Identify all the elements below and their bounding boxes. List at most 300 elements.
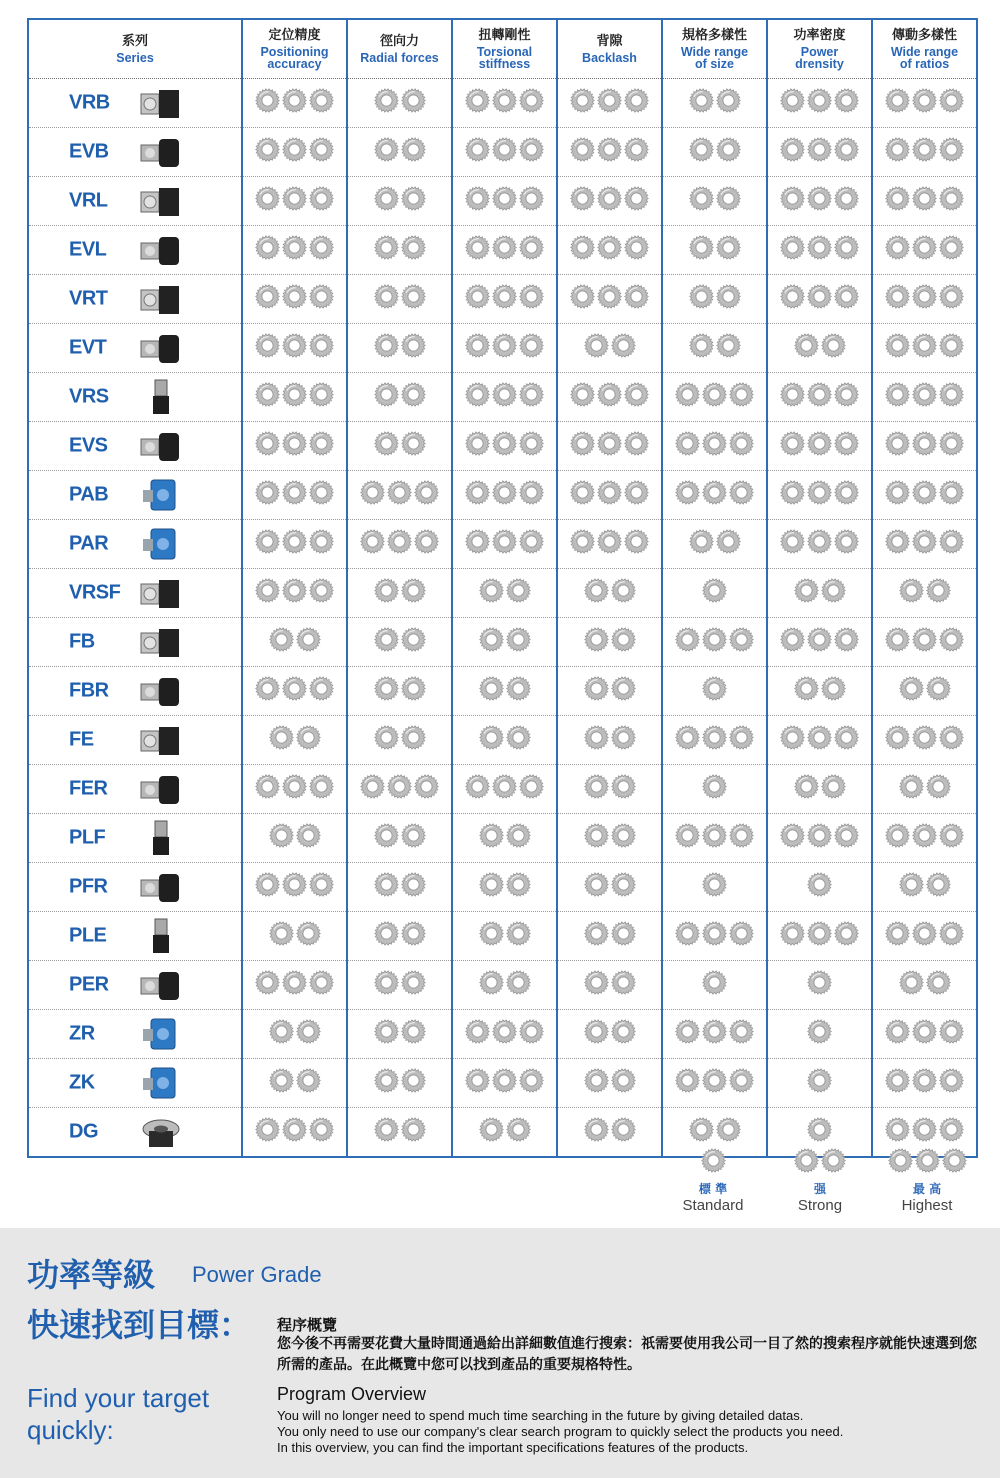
gear-icon — [702, 970, 727, 995]
rating-cell — [767, 1010, 872, 1059]
gear-icon — [492, 235, 517, 260]
rating-cell — [452, 618, 557, 667]
rating-gears — [584, 872, 636, 897]
column-header-zh: 背隙 — [596, 34, 623, 49]
gear-icon — [465, 382, 490, 407]
rating-gears — [360, 480, 439, 505]
gear-icon — [414, 480, 439, 505]
gear-icon — [885, 137, 910, 162]
gear-icon — [519, 1019, 544, 1044]
gear-icon — [374, 627, 399, 652]
rating-cell — [767, 569, 872, 618]
rating-gears — [702, 970, 727, 995]
gear-icon — [492, 1019, 517, 1044]
gear-icon — [834, 284, 859, 309]
gear-icon — [716, 186, 741, 211]
gear-icon — [309, 774, 334, 799]
gear-icon — [492, 137, 517, 162]
rating-cell — [557, 569, 662, 618]
rating-gears — [780, 284, 859, 309]
rating-cell — [662, 520, 767, 569]
gear-icon — [309, 186, 334, 211]
table-row — [28, 471, 977, 520]
gear-icon — [729, 1019, 754, 1044]
series-name: EVL — [69, 238, 107, 261]
rating-cell — [242, 912, 347, 961]
gear-icon — [584, 970, 609, 995]
rating-cell — [452, 863, 557, 912]
gear-icon — [716, 1117, 741, 1142]
gear-icon — [807, 970, 832, 995]
gear-icon — [926, 872, 951, 897]
gear-icon — [794, 333, 819, 358]
rating-table-container — [27, 18, 975, 1143]
gear-icon — [834, 921, 859, 946]
gear-icon — [611, 970, 636, 995]
series-cell — [28, 814, 242, 863]
rating-gears — [885, 823, 964, 848]
legend-label-zh: 强 — [813, 1182, 826, 1196]
gear-icon — [942, 1148, 967, 1173]
rating-cell — [452, 471, 557, 520]
gear-icon — [401, 235, 426, 260]
gear-icon — [675, 725, 700, 750]
rating-gears — [780, 725, 859, 750]
gear-icon — [479, 823, 504, 848]
gear-icon — [584, 1019, 609, 1044]
gear-icon — [834, 186, 859, 211]
gear-icon — [401, 921, 426, 946]
gear-icon — [506, 1117, 531, 1142]
gear-icon — [912, 235, 937, 260]
rating-cell — [872, 961, 977, 1010]
gear-icon — [282, 480, 307, 505]
power-grade-title-en: Power Grade — [192, 1262, 322, 1287]
rating-gears — [374, 333, 426, 358]
gear-icon — [401, 725, 426, 750]
gear-icon — [885, 382, 910, 407]
rating-gears — [374, 186, 426, 211]
rating-gears — [374, 676, 426, 701]
gear-icon — [912, 1019, 937, 1044]
gear-icon — [624, 284, 649, 309]
gear-icon — [939, 480, 964, 505]
gear-icon — [401, 1068, 426, 1093]
gear-icon — [374, 1117, 399, 1142]
rating-cell — [767, 765, 872, 814]
gear-icon — [716, 137, 741, 162]
rating-gears — [885, 382, 964, 407]
table-row — [28, 863, 977, 912]
gear-icon — [912, 88, 937, 113]
gear-icon — [255, 774, 280, 799]
gear-icon — [282, 970, 307, 995]
rating-cell — [452, 961, 557, 1010]
gear-icon — [506, 921, 531, 946]
gear-icon — [689, 88, 714, 113]
rating-cell — [767, 79, 872, 128]
gear-icon — [611, 333, 636, 358]
rating-cell — [242, 79, 347, 128]
rating-gears — [584, 970, 636, 995]
gear-icon — [465, 333, 490, 358]
gear-icon — [885, 1019, 910, 1044]
gear-icon — [885, 88, 910, 113]
rating-cell — [557, 1010, 662, 1059]
series-name: EVB — [69, 140, 109, 163]
gear-icon — [729, 725, 754, 750]
gear-icon — [570, 186, 595, 211]
rating-gears — [479, 725, 531, 750]
gear-icon — [519, 284, 544, 309]
gear-icon — [912, 1117, 937, 1142]
rating-cell — [872, 1059, 977, 1108]
gear-icon — [624, 235, 649, 260]
rating-cell — [452, 128, 557, 177]
rating-gears — [570, 88, 649, 113]
rating-gears — [780, 137, 859, 162]
gear-icon — [624, 480, 649, 505]
rating-gears — [255, 529, 334, 554]
gear-icon — [255, 529, 280, 554]
rating-gears — [570, 529, 649, 554]
gear-icon — [834, 137, 859, 162]
rating-gears — [885, 284, 964, 309]
rating-cell — [872, 667, 977, 716]
overview-body-en-line: You only need to use our company's clear search program to quickly select the products you need. — [277, 1424, 844, 1439]
rating-cell — [872, 716, 977, 765]
rating-gears — [465, 284, 544, 309]
gear-icon — [479, 676, 504, 701]
rating-gears — [374, 1068, 426, 1093]
rating-gears — [584, 1068, 636, 1093]
gear-icon — [821, 333, 846, 358]
series-name: VRB — [69, 91, 110, 114]
rating-gears — [702, 676, 727, 701]
rating-cell — [347, 324, 452, 373]
gear-icon — [794, 676, 819, 701]
gear-icon — [401, 88, 426, 113]
inline-gearbox-icon — [137, 574, 185, 612]
gear-icon — [401, 676, 426, 701]
series-name: DG — [69, 1120, 98, 1143]
gear-icon — [597, 382, 622, 407]
gear-icon — [807, 382, 832, 407]
rating-cell — [347, 275, 452, 324]
gear-icon — [570, 529, 595, 554]
gear-icon — [689, 284, 714, 309]
rating-gears — [570, 137, 649, 162]
rating-cell — [872, 422, 977, 471]
table-body — [28, 79, 977, 1158]
gear-icon — [807, 921, 832, 946]
table-row — [28, 961, 977, 1010]
table-row — [28, 569, 977, 618]
gear-icon — [374, 1068, 399, 1093]
column-header-zh: 傳動多樣性 — [891, 28, 957, 43]
rating-cell — [662, 324, 767, 373]
gear-icon — [624, 88, 649, 113]
rating-cell — [767, 177, 872, 226]
table-row — [28, 765, 977, 814]
rating-table — [27, 18, 978, 1158]
rating-gears — [255, 88, 334, 113]
gear-icon — [807, 431, 832, 456]
gear-icon — [611, 1019, 636, 1044]
gear-icon — [374, 284, 399, 309]
gear-icon — [309, 235, 334, 260]
gear-icon — [282, 872, 307, 897]
gear-icon — [519, 431, 544, 456]
gear-icon — [834, 88, 859, 113]
rating-cell — [557, 226, 662, 275]
rating-gears — [794, 676, 846, 701]
vertical-gearbox-icon — [137, 378, 185, 416]
gear-icon — [401, 970, 426, 995]
rating-gears — [780, 235, 859, 260]
rating-cell — [557, 667, 662, 716]
gear-icon — [780, 186, 805, 211]
gear-icon — [282, 431, 307, 456]
rating-cell — [452, 79, 557, 128]
gear-icon — [255, 284, 280, 309]
rating-cell — [452, 520, 557, 569]
gear-icon — [584, 823, 609, 848]
series-cell — [28, 275, 242, 324]
gear-icon — [374, 676, 399, 701]
gear-icon — [701, 1148, 726, 1173]
gear-icon — [912, 823, 937, 848]
rating-cell — [557, 128, 662, 177]
series-name: ZR — [69, 1022, 95, 1045]
rating-gears — [374, 921, 426, 946]
rating-cell — [872, 569, 977, 618]
gear-icon — [611, 921, 636, 946]
gear-icon — [807, 186, 832, 211]
rating-cell — [242, 961, 347, 1010]
gear-icon — [885, 1117, 910, 1142]
gear-icon — [926, 774, 951, 799]
rating-gears — [584, 333, 636, 358]
rating-cell — [767, 324, 872, 373]
gear-icon — [807, 137, 832, 162]
rating-gears — [885, 431, 964, 456]
rating-gears — [255, 676, 334, 701]
rating-gears — [479, 970, 531, 995]
series-cell — [28, 324, 242, 373]
rating-gears — [255, 382, 334, 407]
gear-icon — [912, 186, 937, 211]
column-header-en: Power — [800, 45, 839, 59]
gear-icon — [492, 88, 517, 113]
rating-cell — [872, 79, 977, 128]
rating-gears — [675, 431, 754, 456]
rating-cell — [662, 667, 767, 716]
legend-item — [653, 1148, 773, 1214]
gear-icon — [401, 284, 426, 309]
gear-icon — [702, 1019, 727, 1044]
table-row — [28, 1010, 977, 1059]
rating-gears — [780, 921, 859, 946]
rating-cell — [347, 667, 452, 716]
rating-cell — [662, 471, 767, 520]
gear-icon — [939, 382, 964, 407]
rating-cell — [872, 177, 977, 226]
gear-icon — [584, 725, 609, 750]
legend-label-zh: 標 準 — [698, 1182, 728, 1196]
rating-cell — [347, 618, 452, 667]
right-angle-gearbox-icon — [137, 868, 185, 906]
rating-cell — [662, 373, 767, 422]
inline-gearbox-icon — [137, 182, 185, 220]
rating-gears — [584, 578, 636, 603]
gear-icon — [611, 627, 636, 652]
rating-cell — [662, 1059, 767, 1108]
rating-gears — [794, 333, 846, 358]
gear-icon — [939, 284, 964, 309]
legend-label-en: Standard — [682, 1197, 744, 1214]
rating-cell — [767, 422, 872, 471]
rating-gears — [689, 137, 741, 162]
series-cell — [28, 618, 242, 667]
right-angle-gearbox-icon — [137, 329, 185, 367]
rating-gears — [360, 774, 439, 799]
gear-icon — [374, 431, 399, 456]
gear-icon — [939, 431, 964, 456]
right-angle-gearbox-icon — [137, 231, 185, 269]
series-name: VRS — [69, 385, 109, 408]
gear-icon — [374, 382, 399, 407]
gear-icon — [597, 88, 622, 113]
gear-icon — [282, 578, 307, 603]
gear-icon — [729, 627, 754, 652]
rating-cell — [242, 814, 347, 863]
gear-icon — [807, 627, 832, 652]
rating-gears — [780, 431, 859, 456]
gear-icon — [807, 1019, 832, 1044]
gear-icon — [675, 823, 700, 848]
gear-icon — [584, 774, 609, 799]
rating-cell — [557, 422, 662, 471]
series-name: FER — [69, 777, 108, 800]
table-row — [28, 1059, 977, 1108]
rating-gears — [465, 137, 544, 162]
rating-gears — [689, 88, 741, 113]
rating-cell — [662, 1010, 767, 1059]
rating-gears — [465, 88, 544, 113]
gear-icon — [885, 627, 910, 652]
gear-icon — [807, 88, 832, 113]
rating-cell — [242, 471, 347, 520]
gear-icon — [624, 431, 649, 456]
right-angle-gearbox-icon — [137, 966, 185, 1004]
gear-icon — [689, 333, 714, 358]
gear-icon — [821, 676, 846, 701]
rating-cell — [452, 1010, 557, 1059]
legend-gears — [701, 1148, 726, 1173]
rating-gears — [584, 823, 636, 848]
gear-icon — [584, 1068, 609, 1093]
rating-gears — [479, 578, 531, 603]
gear-icon — [611, 725, 636, 750]
rating-cell — [662, 912, 767, 961]
rating-cell — [347, 765, 452, 814]
gear-icon — [519, 186, 544, 211]
gear-icon — [716, 333, 741, 358]
rating-gears — [570, 186, 649, 211]
rating-gears — [374, 970, 426, 995]
rating-gears — [570, 480, 649, 505]
gear-icon — [492, 382, 517, 407]
gear-icon — [912, 627, 937, 652]
gear-icon — [597, 480, 622, 505]
gear-icon — [255, 333, 280, 358]
rating-cell — [452, 177, 557, 226]
rating-gears — [479, 872, 531, 897]
gear-icon — [282, 382, 307, 407]
gear-icon — [401, 137, 426, 162]
gear-icon — [702, 480, 727, 505]
gear-icon — [519, 333, 544, 358]
rating-gears — [689, 1117, 741, 1142]
gear-icon — [780, 627, 805, 652]
rating-gears — [780, 823, 859, 848]
gear-icon — [912, 480, 937, 505]
rating-gears — [269, 1068, 321, 1093]
series-cell — [28, 520, 242, 569]
gear-icon — [899, 774, 924, 799]
rating-gears — [255, 480, 334, 505]
rating-gears — [885, 88, 964, 113]
column-header-en: Wide range — [680, 45, 749, 59]
column-header-zh: 徑向力 — [379, 34, 419, 49]
rating-gears — [584, 1117, 636, 1142]
series-cell — [28, 177, 242, 226]
gear-icon — [584, 872, 609, 897]
rating-cell — [557, 520, 662, 569]
gear-icon — [506, 627, 531, 652]
gear-icon — [939, 529, 964, 554]
gear-icon — [296, 921, 321, 946]
gear-icon — [374, 823, 399, 848]
rating-gears — [570, 235, 649, 260]
series-name: PAB — [69, 483, 109, 506]
gear-icon — [465, 431, 490, 456]
inline-gearbox-icon — [137, 280, 185, 318]
column-header-en: Radial forces — [360, 51, 439, 65]
rating-gears — [465, 480, 544, 505]
gear-icon — [780, 88, 805, 113]
gear-icon — [492, 186, 517, 211]
gear-icon — [465, 88, 490, 113]
rating-cell — [242, 324, 347, 373]
rating-gears — [675, 823, 754, 848]
gear-icon — [269, 725, 294, 750]
table-row — [28, 324, 977, 373]
rating-gears — [675, 1019, 754, 1044]
gear-icon — [269, 1068, 294, 1093]
rating-cell — [242, 128, 347, 177]
rating-gears — [689, 235, 741, 260]
inline-gearbox-icon — [137, 623, 185, 661]
gear-icon — [584, 676, 609, 701]
gear-icon — [899, 578, 924, 603]
rating-gears — [465, 186, 544, 211]
rating-cell — [872, 912, 977, 961]
rating-gears — [465, 333, 544, 358]
gear-icon — [780, 137, 805, 162]
rating-gears — [374, 578, 426, 603]
